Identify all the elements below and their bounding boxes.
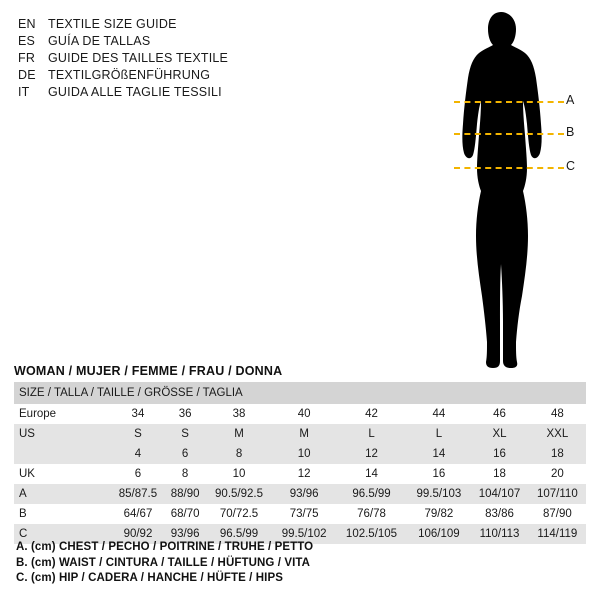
- cell: 18: [470, 464, 528, 484]
- language-title: GUÍA DE TALLAS: [48, 34, 151, 48]
- language-row: [18, 16, 318, 33]
- table-row: [14, 424, 586, 444]
- cell: L: [407, 424, 470, 444]
- cell: 44: [407, 404, 470, 424]
- table-row: [14, 404, 586, 424]
- language-code: FR: [18, 51, 36, 65]
- measure-label-b: B: [566, 125, 575, 139]
- cell: 8: [165, 464, 205, 484]
- cell: 20: [529, 464, 586, 484]
- cell: 36: [165, 404, 205, 424]
- measure-label-c: C: [566, 159, 576, 173]
- cell: 96.5/99: [205, 524, 272, 544]
- cell: L: [336, 424, 408, 444]
- cell: 70/72.5: [205, 504, 272, 524]
- language-code: DE: [18, 68, 36, 82]
- cell: 106/109: [407, 524, 470, 544]
- language-title: TEXTILE SIZE GUIDE: [48, 17, 177, 31]
- language-code: IT: [18, 85, 30, 99]
- cell: 14: [336, 464, 408, 484]
- cell: S: [165, 424, 205, 444]
- table-row: [14, 444, 586, 464]
- table-row: [14, 504, 586, 524]
- cell: 68/70: [165, 504, 205, 524]
- cell: 4: [111, 444, 165, 464]
- language-row: [18, 67, 318, 84]
- cell: 42: [336, 404, 408, 424]
- table-header-row: [14, 382, 586, 404]
- legend-item-c: C. (cm) HIP / CADERA / HANCHE / HÜFTE / HIPS: [16, 572, 284, 584]
- cell: 48: [529, 404, 586, 424]
- cell: 87/90: [529, 504, 586, 524]
- cell: 64/67: [111, 504, 165, 524]
- cell: 16: [407, 464, 470, 484]
- cell: 10: [273, 444, 336, 464]
- cell: 104/107: [470, 484, 528, 504]
- language-code: EN: [18, 17, 36, 31]
- measure-line-c: [454, 167, 564, 169]
- measure-line-b: [454, 133, 564, 135]
- cell: 83/86: [470, 504, 528, 524]
- cell: 114/119: [529, 524, 586, 544]
- cell: 73/75: [273, 504, 336, 524]
- size-table: [14, 382, 586, 544]
- language-code: ES: [18, 34, 36, 48]
- cell: 38: [205, 404, 272, 424]
- table-row: [14, 484, 586, 504]
- cell: 76/78: [336, 504, 408, 524]
- cell: 6: [111, 464, 165, 484]
- measure-label-a: A: [566, 93, 575, 107]
- cell: 99.5/102: [273, 524, 336, 544]
- row-label: B: [14, 504, 111, 524]
- language-row: [18, 50, 318, 67]
- cell: 16: [470, 444, 528, 464]
- language-row: [18, 84, 318, 101]
- language-title: TEXTILGRÖßENFÜHRUNG: [48, 68, 211, 82]
- cell: 99.5/103: [407, 484, 470, 504]
- cell: 6: [165, 444, 205, 464]
- figure-area: [430, 8, 590, 373]
- cell: XL: [470, 424, 528, 444]
- cell: 96.5/99: [336, 484, 408, 504]
- cell: 18: [529, 444, 586, 464]
- cell: M: [273, 424, 336, 444]
- cell: 10: [205, 464, 272, 484]
- cell: S: [111, 424, 165, 444]
- cell: 40: [273, 404, 336, 424]
- language-title: GUIDE DES TAILLES TEXTILE: [48, 51, 229, 65]
- cell: 93/96: [165, 524, 205, 544]
- cell: 8: [205, 444, 272, 464]
- row-label: Europe: [14, 404, 111, 424]
- measure-line-a: [454, 101, 564, 103]
- cell: 90/92: [111, 524, 165, 544]
- row-label: US: [14, 424, 111, 444]
- female-silhouette-icon: [438, 8, 568, 373]
- cell: 46: [470, 404, 528, 424]
- legend-item-b: B. (cm) WAIST / CINTURA / TAILLE / HÜFTUNG / VITA: [16, 556, 311, 569]
- table-header-label: SIZE / TALLA / TAILLE / GRÖSSE / TAGLIA: [14, 382, 586, 404]
- cell: 107/110: [529, 484, 586, 504]
- size-table-section: [14, 364, 586, 544]
- cell: 14: [407, 444, 470, 464]
- row-label: [14, 444, 111, 464]
- legend-item-a: A. (cm) CHEST / PECHO / POITRINE / TRUHE / PETTO: [16, 541, 314, 553]
- cell: 85/87.5: [111, 484, 165, 504]
- measurement-legend: [16, 540, 576, 587]
- row-label: A: [14, 484, 111, 504]
- cell: 110/113: [470, 524, 528, 544]
- cell: 88/90: [165, 484, 205, 504]
- cell: 90.5/92.5: [205, 484, 272, 504]
- table-section-title: WOMAN / MUJER / FEMME / FRAU / DONNA: [14, 364, 283, 378]
- cell: 34: [111, 404, 165, 424]
- cell: 12: [273, 464, 336, 484]
- row-label: UK: [14, 464, 111, 484]
- language-title: GUIDA ALLE TAGLIE TESSILI: [48, 85, 222, 99]
- cell: XXL: [529, 424, 586, 444]
- language-list: [18, 16, 318, 101]
- cell: 93/96: [273, 484, 336, 504]
- cell: 12: [336, 444, 408, 464]
- cell: M: [205, 424, 272, 444]
- cell: 79/82: [407, 504, 470, 524]
- row-label: C: [14, 524, 111, 544]
- table-row: [14, 464, 586, 484]
- language-row: [18, 33, 318, 50]
- cell: 102.5/105: [336, 524, 408, 544]
